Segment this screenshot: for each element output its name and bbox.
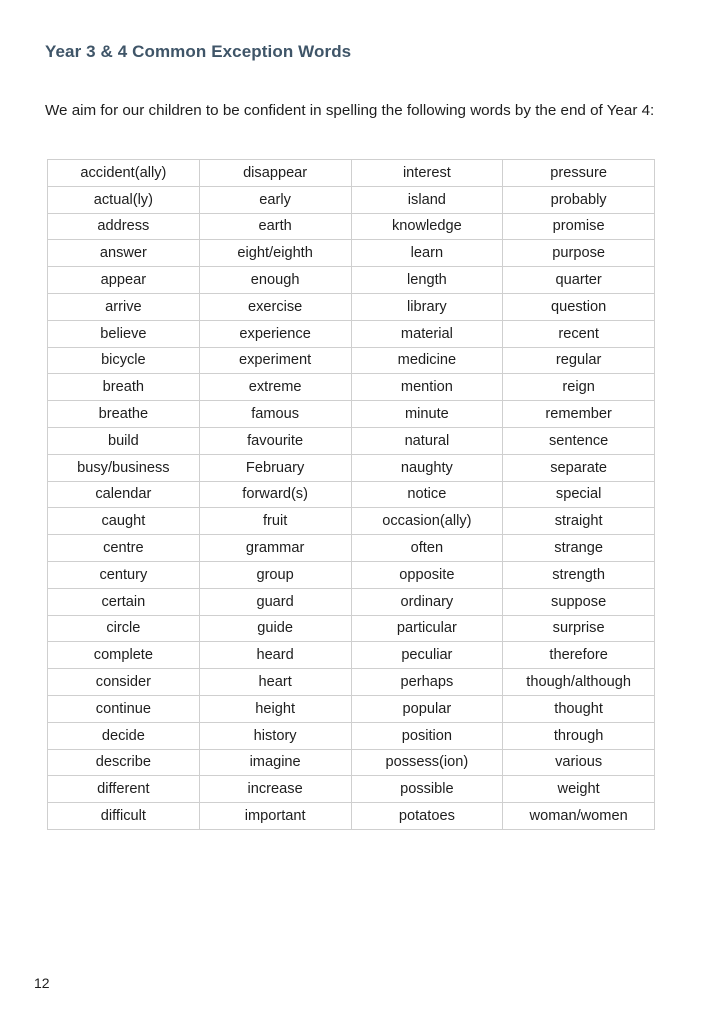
word-cell: decide <box>48 722 200 749</box>
word-cell: believe <box>48 320 200 347</box>
word-cell: interest <box>351 160 503 187</box>
word-cell: separate <box>503 454 655 481</box>
word-cell: century <box>48 561 200 588</box>
word-cell: appear <box>48 267 200 294</box>
word-cell: address <box>48 213 200 240</box>
word-cell: famous <box>199 401 351 428</box>
word-cell: disappear <box>199 160 351 187</box>
table-row <box>48 508 655 535</box>
word-cell: position <box>351 722 503 749</box>
word-cell: bicycle <box>48 347 200 374</box>
word-cell: weight <box>503 776 655 803</box>
table-row <box>48 240 655 267</box>
word-cell: sentence <box>503 427 655 454</box>
word-cell: actual(ly) <box>48 186 200 213</box>
word-cell: describe <box>48 749 200 776</box>
word-cell: question <box>503 293 655 320</box>
word-cell: length <box>351 267 503 294</box>
word-cell: straight <box>503 508 655 535</box>
word-cell: heart <box>199 669 351 696</box>
word-cell: material <box>351 320 503 347</box>
word-cell: recent <box>503 320 655 347</box>
table-row <box>48 615 655 642</box>
word-cell: quarter <box>503 267 655 294</box>
word-cell: busy/business <box>48 454 200 481</box>
word-cell: peculiar <box>351 642 503 669</box>
word-cell: answer <box>48 240 200 267</box>
word-cell: possible <box>351 776 503 803</box>
word-cell: library <box>351 293 503 320</box>
word-cell: group <box>199 561 351 588</box>
table-row <box>48 669 655 696</box>
word-cell: regular <box>503 347 655 374</box>
word-table-body <box>48 160 655 830</box>
word-cell: through <box>503 722 655 749</box>
word-cell: thought <box>503 695 655 722</box>
word-cell: fruit <box>199 508 351 535</box>
word-cell: important <box>199 803 351 830</box>
word-cell: early <box>199 186 351 213</box>
table-row <box>48 401 655 428</box>
table-row <box>48 427 655 454</box>
word-cell: woman/women <box>503 803 655 830</box>
table-row <box>48 776 655 803</box>
word-cell: learn <box>351 240 503 267</box>
word-cell: calendar <box>48 481 200 508</box>
table-row <box>48 642 655 669</box>
word-cell: build <box>48 427 200 454</box>
table-row <box>48 749 655 776</box>
exception-words-table <box>47 159 655 830</box>
word-cell: natural <box>351 427 503 454</box>
word-cell: circle <box>48 615 200 642</box>
table-row <box>48 186 655 213</box>
word-cell: knowledge <box>351 213 503 240</box>
word-cell: pressure <box>503 160 655 187</box>
word-cell: breathe <box>48 401 200 428</box>
word-cell: breath <box>48 374 200 401</box>
word-cell: remember <box>503 401 655 428</box>
word-cell: potatoes <box>351 803 503 830</box>
word-cell: though/although <box>503 669 655 696</box>
table-row <box>48 481 655 508</box>
word-cell: opposite <box>351 561 503 588</box>
word-cell: therefore <box>503 642 655 669</box>
word-cell: experiment <box>199 347 351 374</box>
table-row <box>48 213 655 240</box>
table-row <box>48 374 655 401</box>
page-title: Year 3 & 4 Common Exception Words <box>45 42 352 61</box>
table-row <box>48 267 655 294</box>
word-cell: popular <box>351 695 503 722</box>
word-cell: often <box>351 535 503 562</box>
word-cell: certain <box>48 588 200 615</box>
word-cell: strength <box>503 561 655 588</box>
word-cell: arrive <box>48 293 200 320</box>
word-cell: medicine <box>351 347 503 374</box>
word-cell: February <box>199 454 351 481</box>
table-row <box>48 160 655 187</box>
word-cell: perhaps <box>351 669 503 696</box>
word-cell: reign <box>503 374 655 401</box>
word-cell: complete <box>48 642 200 669</box>
table-row <box>48 535 655 562</box>
word-cell: increase <box>199 776 351 803</box>
word-cell: probably <box>503 186 655 213</box>
word-cell: naughty <box>351 454 503 481</box>
word-cell: mention <box>351 374 503 401</box>
word-cell: suppose <box>503 588 655 615</box>
word-cell: ordinary <box>351 588 503 615</box>
table-row <box>48 803 655 830</box>
word-cell: forward(s) <box>199 481 351 508</box>
word-cell: surprise <box>503 615 655 642</box>
word-cell: strange <box>503 535 655 562</box>
word-cell: caught <box>48 508 200 535</box>
table-row <box>48 588 655 615</box>
word-cell: eight/eighth <box>199 240 351 267</box>
word-cell: height <box>199 695 351 722</box>
word-cell: notice <box>351 481 503 508</box>
word-cell: heard <box>199 642 351 669</box>
word-cell: various <box>503 749 655 776</box>
word-cell: history <box>199 722 351 749</box>
word-cell: grammar <box>199 535 351 562</box>
word-cell: special <box>503 481 655 508</box>
word-cell: favourite <box>199 427 351 454</box>
table-row <box>48 293 655 320</box>
word-cell: experience <box>199 320 351 347</box>
word-cell: consider <box>48 669 200 696</box>
word-cell: difficult <box>48 803 200 830</box>
word-cell: centre <box>48 535 200 562</box>
table-row <box>48 695 655 722</box>
table-row <box>48 722 655 749</box>
word-cell: particular <box>351 615 503 642</box>
word-cell: accident(ally) <box>48 160 200 187</box>
word-cell: imagine <box>199 749 351 776</box>
word-cell: continue <box>48 695 200 722</box>
word-cell: guide <box>199 615 351 642</box>
word-cell: different <box>48 776 200 803</box>
word-cell: possess(ion) <box>351 749 503 776</box>
table-row <box>48 561 655 588</box>
word-cell: extreme <box>199 374 351 401</box>
word-cell: promise <box>503 213 655 240</box>
word-cell: island <box>351 186 503 213</box>
word-cell: purpose <box>503 240 655 267</box>
page-number: 12 <box>34 975 50 991</box>
table-row <box>48 320 655 347</box>
table-row <box>48 454 655 481</box>
table-row <box>48 347 655 374</box>
word-cell: guard <box>199 588 351 615</box>
word-cell: earth <box>199 213 351 240</box>
word-cell: enough <box>199 267 351 294</box>
word-cell: occasion(ally) <box>351 508 503 535</box>
intro-paragraph: We aim for our children to be confident in spelling the following words by the end of Year 4: <box>45 102 655 119</box>
word-cell: exercise <box>199 293 351 320</box>
word-cell: minute <box>351 401 503 428</box>
